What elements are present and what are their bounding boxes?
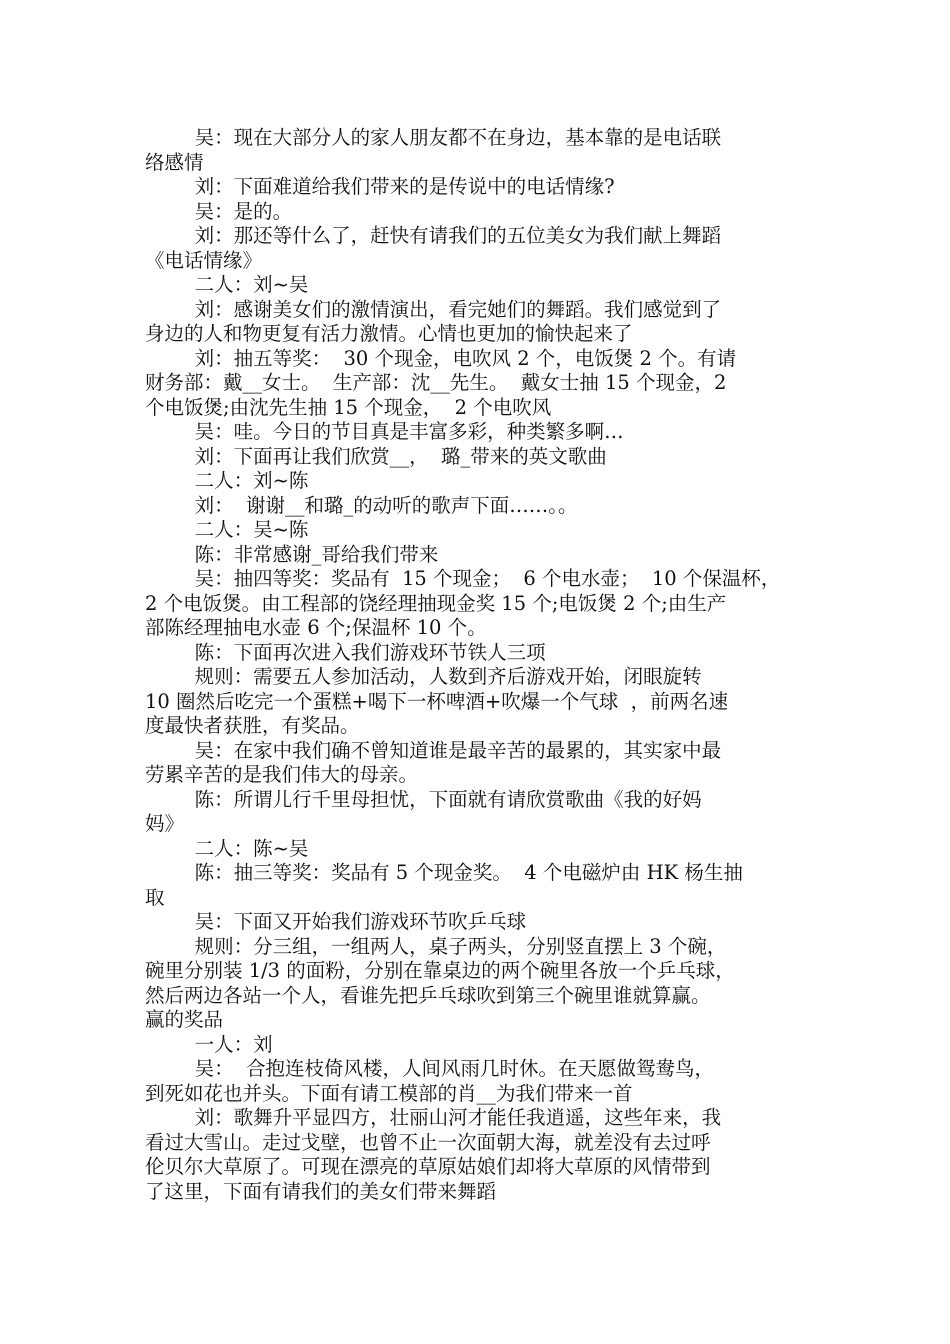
text-line: 二人：陈~吴: [145, 836, 309, 860]
text-line: 财务部：戴__女士。 生产部：沈__先生。 戴女士抽 15 个现金，2: [145, 371, 727, 394]
text-line: 吴：现在大部分人的家人朋友都不在身边，基本靠的是电话联: [145, 126, 722, 149]
text-line: 规则：需要五人参加活动，人数到齐后游戏开始，闭眼旋转: [145, 665, 702, 688]
text-line: 取: [145, 885, 165, 909]
text-line: 度最快者获胜，有奖品。: [145, 714, 360, 737]
text-line: 了这里，下面有请我们的美女们带来舞蹈: [145, 1179, 497, 1203]
text-line: 看过大雪山。走过戈壁，也曾不止一次面朝大海，就差没有去过呼: [145, 1130, 711, 1154]
text-line: 陈：下面再次进入我们游戏环节铁人三项: [145, 640, 546, 664]
text-line: 到死如花也并头。下面有请工模部的肖__为我们带来一首: [145, 1081, 633, 1105]
text-line: 陈：抽三等奖：奖品有 5 个现金奖。 4 个电磁炉由 HK 杨生抽: [145, 861, 743, 884]
text-line: 陈：所谓儿行千里母担忧，下面就有请欣赏歌曲《我的好妈: [145, 787, 702, 811]
text-line: 吴：是的。: [145, 199, 293, 223]
document-body: [145, 126, 810, 1204]
text-line: 10 圈然后吃完一个蛋糕+喝下一杯啤酒+吹爆一个气球 ，前两名速: [145, 689, 729, 713]
text-line: 然后两边各站一个人，看谁先把乒乓球吹到第三个碗里谁就算赢。: [145, 983, 711, 1007]
text-line: 伦贝尔大草原了。可现在漂亮的草原姑娘们却将大草原的风情带到: [145, 1155, 711, 1178]
text-line: 身边的人和物更复有活力激情。心情也更加的愉快起来了: [145, 322, 633, 345]
text-line: 赢的奖品: [145, 1008, 224, 1031]
text-line: 刘：感谢美女们的激情演出，看完她们的舞蹈。我们感觉到了: [145, 297, 722, 321]
text-line: 刘：下面难道给我们带来的是传说中的电话情缘?: [145, 175, 615, 198]
text-line: 二人：刘~吴: [145, 273, 309, 296]
text-line: 碗里分别装 1/3 的面粉，分别在靠桌边的两个碗里各放一个乒乓球，: [145, 959, 735, 982]
text-line: 个电饭煲;由沈先生抽 15 个现金， 2 个电吹风: [145, 395, 552, 419]
text-line: 刘：下面再让我们欣赏__， 璐_带来的英文歌曲: [145, 444, 607, 468]
text-line: 吴： 合抱连枝倚风楼，人间风雨几时休。在天愿做鸳鸯鸟，: [145, 1057, 714, 1080]
text-line: 陈：非常感谢_哥给我们带来: [145, 542, 439, 566]
text-line: 规则：分三组，一组两人，桌子两头，分别竖直摆上 3 个碗，: [145, 934, 727, 958]
text-line: 二人：吴~陈: [145, 518, 309, 541]
text-line: 刘：歌舞升平显四方，壮丽山河才能任我逍遥，这些年来，我: [145, 1106, 722, 1129]
text-line: 吴：在家中我们确不曾知道谁是最辛苦的最累的，其实家中最: [145, 738, 722, 762]
text-line: 吴：抽四等奖：奖品有 15 个现金； 6 个电水壶； 10 个保温杯，: [145, 567, 781, 590]
text-line: 吴：下面又开始我们游戏环节吹乒乓球: [145, 910, 527, 933]
text-line: 劳累辛苦的是我们伟大的母亲。: [145, 763, 419, 786]
text-line: 一人：刘: [145, 1032, 273, 1056]
text-line: 络感情: [145, 150, 204, 174]
text-line: 2 个电饭煲。由工程部的饶经理抽现金奖 15 个;电饭煲 2 个;由生产: [145, 591, 727, 615]
text-line: 刘：抽五等奖： 30 个现金，电吹风 2 个，电饭煲 2 个。有请: [145, 346, 737, 370]
text-line: 刘：那还等什么了，赶快有请我们的五位美女为我们献上舞蹈: [145, 224, 722, 247]
text-line: 刘： 谢谢__和璐_的动听的歌声下面……。。: [145, 493, 578, 517]
text-line: 妈》: [145, 812, 185, 835]
text-line: 二人：刘~陈: [145, 469, 309, 492]
text-line: 吴：哇。今日的节目真是丰富多彩，种类繁多啊…: [145, 420, 624, 443]
text-line: 《电话情缘》: [145, 248, 263, 272]
text-line: 部陈经理抽电水壶 6 个;保温杯 10 个。: [145, 616, 487, 639]
